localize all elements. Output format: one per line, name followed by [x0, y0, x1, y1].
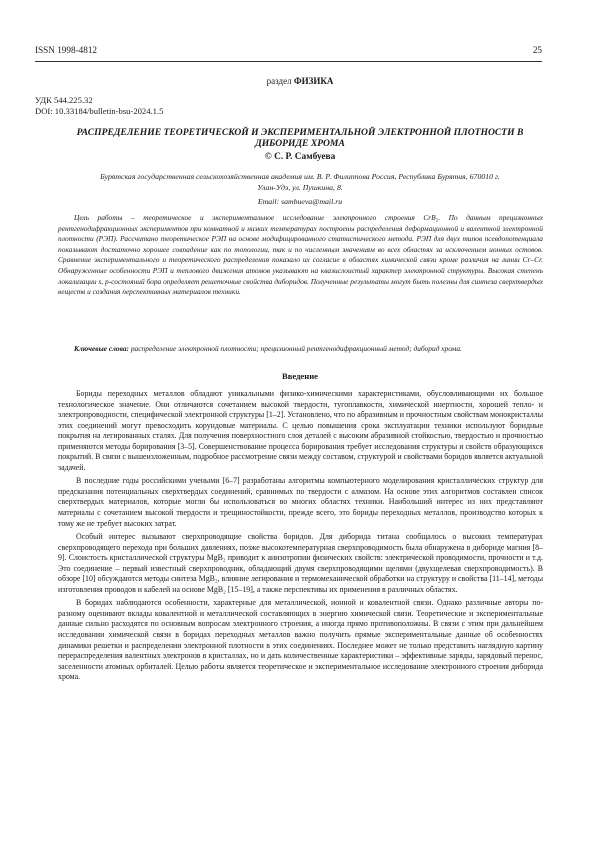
paragraph: В последние годы российскими учеными [6–7] разработаны алгоритмы компьютерного моделирования кристаллических структур для предсказания потенциальных сверхтвердых соединений, сравнимых по твердости с алмазом. На основе этих алгоритмов составлен список сверхтвердых материалов, которые могли бы использоваться во многих областях техники. Наибольший интерес из них представляют материалы с сочетанием высокой твердости и трещиностойкости, прежде всего, это бориды переходных металлов, производство которых к тому же не требует высоких затрат.: [58, 476, 543, 528]
doi: DOI: 10.33184/bulletin-bsu-2024.1.5: [35, 106, 164, 116]
section-title: Введение: [282, 371, 318, 381]
abstract: Цель работы – теоретическое и экспериментальное исследование электронного строения CrB₂. По данным прецизионных рентгенодифракционных экспериментов при комнатной и низких температурах построены распределения деформационной и валентной электронной плотности (РЭП). Рассчитано теоретическое РЭП на основе модифицированного статистического метода. РЭП для двух типов псевдопотенциала показывают достаточно хорошее совпадение как по топологии, так и по численным значениям во всех областях за исключением ионных остовов. Сравнение экспериментального и теоретического распределения показало их согласие в областях химической связи кроме различия на линии Cr–Cr. Обнаруженные особенности РЭП и теплового движения атомов указывают на квазислоистый характер электронной структуры. Высокая степень локализации s, p-состояний бора определяет решеточные свойства диборидов. Полученные результаты могут быть полезны для синтеза сверхтвердых веществ и создания перспективных материалов техники.: [58, 213, 543, 297]
running-header: [35, 45, 542, 59]
header-rule: [35, 61, 542, 62]
paragraph: В боридах наблюдаются особенности, характерные для металлической, ионной и ковалентной связи. Однако различные авторы по-разному оценивают вклады ковалентной и металлической составляющих в энергию химической связи. Теоретические и экспериментальные данные сильно расходятся по основным вопросам электронного строения, а иногда прямо противоположны. В связи с этим при дальнейшем исследовании химической связи в боридах переходных металлов важно получить прямые экспериментальные данные об особенностях динамики решетки и распределении электронной плотности в этих соединениях. Последнее может не только представить наглядную картину перераспределения валентных электронов в кристаллах, но и дать количественные характеристики – эффективные заряды, зарядовый перенос, заселенности атомных орбиталей. Целью работы является теоретическое и экспериментальное исследование электронного строения диборида хрома.: [58, 598, 543, 682]
keywords-text: распределение электронной плотности; прецизионный рентгенодифракционный метод; диборид хрома.: [129, 344, 462, 353]
keywords-label: Ключевые слова:: [74, 344, 129, 353]
section-prefix: раздел: [266, 76, 294, 86]
keywords: [58, 344, 543, 355]
section-heading: [0, 76, 600, 86]
section-name: ФИЗИКА: [293, 76, 334, 86]
paragraph: Бориды переходных металлов обладают уникальными физико-химическими характеристиками, обусловливающими их большое технологическое значение. Они отличаются сочетанием высокой твердости, тугоплавкости, химической инертности, хорошей тепло- и электропроводности, специфической электронной структуры [1–2]. Установлено, что по абразивным и прочностным свойствам монокристаллы этих соединений могут превосходить корундовые материалы. С целью повышения срока эксплуатации техники используют боридные покрытия на легированных сталях. Для получения поверхностного слоя деталей с высоким абразивной стойкостью, твердостью и прочностью применяются методы борирования [3–5]. Совершенствование процесса борирования требует исследования структуры и свойств образующихся покрытий. В связи с вышеизложенным, подробное рассмотрение связи между составом, структурой и свойствами боридов является актуальной задачей.: [58, 389, 543, 472]
affiliation: Бурятская государственная сельскохозяйственная академия им. В. Р. Филиппова Россия, Республика Бурятия, 670010 г. Улан-Удэ, ул. Пушкина, 8.: [100, 172, 500, 192]
article-title: РАСПРЕДЕЛЕНИЕ ТЕОРЕТИЧЕСКОЙ И ЭКСПЕРИМЕНТАЛЬНОЙ ЭЛЕКТРОННОЙ ПЛОТНОСТИ В ДИБОРИДЕ ХРОМА: [76, 127, 524, 149]
author: © С. Р. Самбуева: [264, 152, 336, 162]
body-text: [58, 389, 543, 683]
identifiers: [35, 95, 163, 117]
udk-code: УДК 544.225.32: [35, 95, 93, 105]
paragraph: Особый интерес вызывают сверхпроводящие свойства боридов. Для диборида титана сообщалось о высоких температурах сверхпроводящего перехода при больших давлениях, позже высокотемпературная сверхпроводимость была обнаружена в дибориде магния [8–9]. Слоистость кристаллической структуры MgB₂ приводит к анизотропии физических свойств: электрической проводимости, прочности и т.д. Это соединение – первый известный сверхпроводник, обладающий двумя сверхпроводящими щелями (двухщелевая сверхпроводимость). В обзоре [10] обсуждаются методы синтеза MgB₂, влияние легирования и термомеханической обработки на структуру и свойства [11–14], методы изготовления проводов и кабелей на основе MgB₂ [15–19], а также перспективы их применения в различных областях.: [58, 532, 543, 594]
author-email: Email: sambueva@mail.ru: [257, 197, 343, 206]
page-number: 25: [532, 45, 542, 55]
issn: ISSN 1998-4812: [35, 45, 98, 55]
